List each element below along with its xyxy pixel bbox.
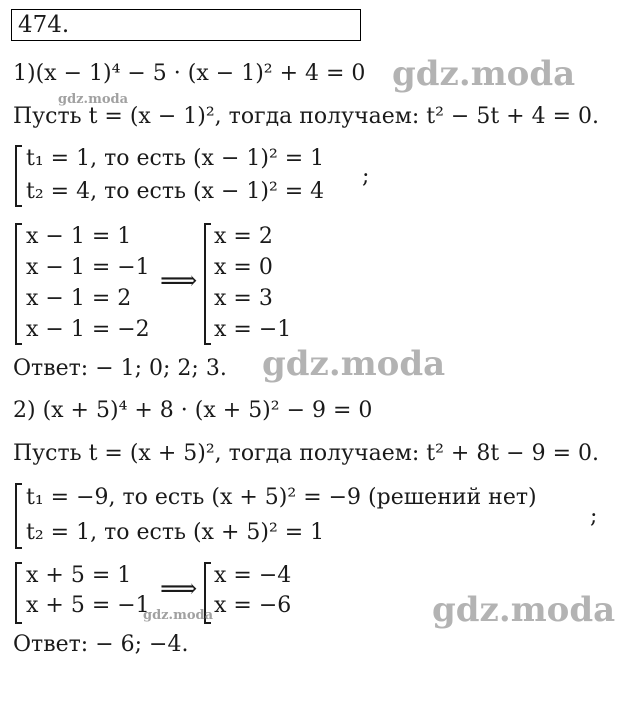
part2-left-eq-2: x + 5 = −1 — [26, 593, 150, 618]
part1-left-eq-1: x − 1 = 1 — [26, 224, 132, 249]
part1-answer: Ответ: − 1; 0; 2; 3. — [13, 356, 227, 381]
part1-right-eq-3: x = 3 — [214, 286, 273, 311]
watermark-small: gdz.moda — [143, 608, 214, 623]
part1-left-eq-2: x − 1 = −1 — [26, 255, 150, 280]
task-number: 474. — [18, 12, 70, 38]
part1-right-eq-1: x = 2 — [214, 224, 273, 249]
part2-right-eq-2: x = −6 — [214, 593, 292, 618]
part2-right-eq-1: x = −4 — [214, 563, 292, 588]
watermark: gdz.moda — [432, 590, 616, 630]
task-number-box — [11, 9, 361, 41]
part2-left-eq-1: x + 5 = 1 — [26, 563, 132, 588]
part1-right-eq-2: x = 0 — [214, 255, 273, 280]
semicolon: ; — [362, 164, 370, 189]
right-system-bracket — [204, 223, 211, 345]
watermark: gdz.moda — [392, 54, 576, 94]
case-bracket — [15, 483, 22, 549]
part2-equation: 2) (x + 5)⁴ + 8 · (x + 5)² − 9 = 0 — [13, 398, 373, 423]
part1-left-eq-3: x − 1 = 2 — [26, 286, 132, 311]
part2-case-2: t₂ = 1, то есть (x + 5)² = 1 — [26, 520, 325, 545]
left-system-bracket — [15, 562, 22, 624]
part1-case-1: t₁ = 1, то есть (x − 1)² = 1 — [26, 146, 325, 171]
implies-arrow: ⟹ — [160, 266, 198, 296]
part1-equation: 1)(x − 1)⁴ − 5 · (x − 1)² + 4 = 0 — [13, 61, 366, 86]
implies-arrow: ⟹ — [160, 574, 198, 604]
case-bracket — [15, 145, 22, 207]
watermark: gdz.moda — [262, 344, 446, 384]
part2-answer: Ответ: − 6; −4. — [13, 632, 189, 657]
part1-substitution: Пусть t = (x − 1)², тогда получаем: t² − 5t + 4 = 0. — [13, 104, 600, 129]
part1-left-eq-4: x − 1 = −2 — [26, 317, 150, 342]
part1-right-eq-4: x = −1 — [214, 317, 292, 342]
left-system-bracket — [15, 223, 22, 345]
semicolon: ; — [590, 504, 598, 529]
part1-case-2: t₂ = 4, то есть (x − 1)² = 4 — [26, 179, 325, 204]
watermark-small: gdz.moda — [58, 92, 129, 107]
part2-case-1: t₁ = −9, то есть (x + 5)² = −9 (решений нет) — [26, 485, 537, 510]
part2-substitution: Пусть t = (x + 5)², тогда получаем: t² + 8t − 9 = 0. — [13, 441, 600, 466]
